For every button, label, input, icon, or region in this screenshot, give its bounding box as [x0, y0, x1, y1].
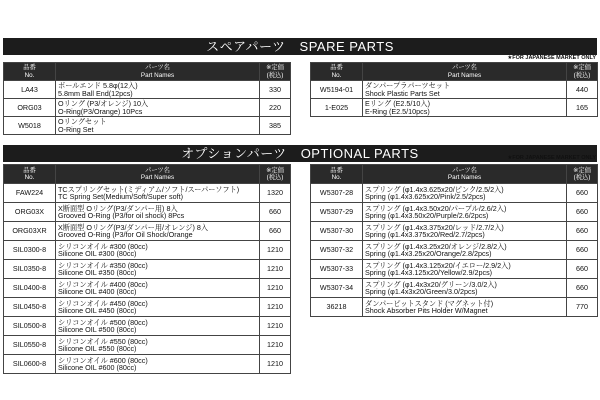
table-row: [311, 260, 598, 279]
table-header: [311, 165, 598, 184]
part-code: 1-E025: [311, 99, 363, 117]
table-row: [311, 222, 598, 241]
table-row: [4, 117, 291, 135]
part-name-en: Spring (φ1.4x3.625x20/Pink/2.5/2pcs): [365, 192, 486, 201]
part-price: 660: [567, 184, 598, 203]
part-name-en: Spring (φ1.4x3.25x20/Orange/2.8/2pcs): [365, 249, 492, 258]
spare-market-note: ★FOR JAPANESE MARKET ONLY: [507, 55, 596, 61]
part-name-ja: シリコンオイル #500 (80cc): [58, 317, 148, 327]
table-row: [311, 279, 598, 298]
optional-market-note: ★FOR JAPANESE MARKET ONLY: [507, 155, 596, 161]
table-header: [4, 165, 291, 184]
part-name-ja: シリコンオイル #600 (80cc): [58, 355, 148, 365]
part-price: 385: [260, 117, 291, 135]
part-name-ja: TCスプリングセット(ミディアム/ソフト/スーパーソフト): [58, 184, 240, 194]
part-name-ja: スプリング (φ1.4x3.50x20/パープル/2.6/2入): [365, 203, 507, 213]
spare-left-table: [3, 62, 291, 135]
part-price: 660: [567, 241, 598, 260]
part-name-en: Shock Plastic Parts Set: [365, 88, 440, 98]
part-code: W5307-32: [311, 241, 363, 260]
part-name-en: E-Ring (E2.5/10pcs): [365, 106, 430, 116]
code-header-en: No.: [331, 174, 342, 181]
part-name-en: Silicone OIL #550 (80cc): [58, 344, 137, 353]
part-name-ja: ボールエンド 5.8φ(12入): [58, 81, 138, 90]
part-name-en: 5.8mm Ball End(12pcs): [58, 88, 133, 98]
part-name-ja: Oリングセット: [58, 117, 107, 126]
part-name-ja: スプリング (φ1.4x3.125x20/イエロー/2.9/2入): [365, 260, 511, 270]
table-row: [311, 203, 598, 222]
part-code: W5307-30: [311, 222, 363, 241]
part-name-ja: スプリング (φ1.4x3.375x20/レッド/2.7/2入): [365, 222, 504, 232]
part-name-en: Spring (φ1.4x3.125x20/Yellow/2.9/2pcs): [365, 268, 493, 277]
part-code: SIL0300-8: [4, 241, 56, 260]
part-name-en: Silicone OIL #300 (80cc): [58, 249, 137, 258]
part-name-ja: X断面型 Oリング(P3/ダンパー用/オレンジ) 8入: [58, 222, 209, 232]
names-header-en: Part Names: [447, 174, 482, 181]
part-price: 770: [567, 298, 598, 317]
spare-right-table: [310, 62, 598, 117]
part-name-ja: スプリング (φ1.4x3x20/グリーン/3.0/2入): [365, 279, 497, 289]
part-name-ja: シリコンオイル #400 (80cc): [58, 279, 148, 289]
table-row: [311, 184, 598, 203]
part-code: SIL0500-8: [4, 317, 56, 336]
part-price: 660: [567, 260, 598, 279]
part-code: W5307-29: [311, 203, 363, 222]
names-header-en: Part Names: [140, 71, 175, 79]
part-name-en: Silicone OIL #450 (80cc): [58, 306, 137, 315]
part-price: 1210: [260, 298, 291, 317]
part-name-ja: シリコンオイル #300 (80cc): [58, 241, 148, 251]
table-row: [4, 336, 291, 355]
table-row: [311, 298, 598, 317]
code-header-ja: 品番: [23, 166, 36, 174]
part-price: 660: [567, 279, 598, 298]
table-row: [4, 298, 291, 317]
part-name-ja: スプリング (φ1.4x3.625x20/ピンク/2.5/2入): [365, 184, 504, 194]
part-price: 660: [260, 222, 291, 241]
part-code: FAW224: [4, 184, 56, 203]
part-name-en: Silicone OIL #350 (80cc): [58, 268, 137, 277]
table-header: [4, 63, 291, 81]
table-row: [4, 355, 291, 374]
part-name-en: Shock Absorber Pits Holder W/Magnet: [365, 306, 488, 315]
part-price: 660: [260, 203, 291, 222]
price-header-1: ※定価: [573, 166, 591, 174]
table-row: [4, 222, 291, 241]
table-row: [4, 241, 291, 260]
table-row: [311, 99, 598, 117]
names-header-ja: パーツ名: [452, 64, 477, 72]
part-price: 1210: [260, 260, 291, 279]
part-price: 220: [260, 99, 291, 117]
part-name-en: Spring (φ1.4x3.50x20/Purple/2.6/2pcs): [365, 211, 489, 220]
part-price: 1210: [260, 279, 291, 298]
part-name-en: Silicone OIL #600 (80cc): [58, 363, 137, 372]
table-row: [4, 99, 291, 117]
table-row: [311, 81, 598, 99]
part-name-ja: シリコンオイル #450 (80cc): [58, 298, 148, 308]
table-row: [311, 241, 598, 260]
part-price: 330: [260, 81, 291, 99]
optional-right-table: [310, 164, 598, 317]
part-code: ORG03X: [4, 203, 56, 222]
part-name-ja: ダンパープラパーツセット: [365, 81, 451, 90]
spare-parts-banner: [3, 38, 597, 55]
part-name-ja: Oリング (P3/オレンジ) 10入: [58, 99, 149, 108]
part-name-ja: スプリング (φ1.4x3.25x20/オレンジ/2.8/2入): [365, 241, 507, 251]
part-name-ja: ダンパーピットスタンド (マグネット付): [365, 298, 494, 308]
table-row: [4, 317, 291, 336]
part-code: SIL0550-8: [4, 336, 56, 355]
names-header-ja: パーツ名: [452, 166, 477, 174]
table-row: [4, 260, 291, 279]
part-name-en: Spring (φ1.4x3.375x20/Red/2.7/2pcs): [365, 230, 485, 239]
part-code: ORG03: [4, 99, 56, 117]
part-code: W5307-28: [311, 184, 363, 203]
price-header-2: (税込): [573, 174, 591, 181]
part-name-ja: X断面型 Oリング(P3/ダンパー用) 8入: [58, 203, 178, 213]
part-code: SIL0350-8: [4, 260, 56, 279]
price-header-2: (税込): [266, 174, 284, 181]
part-name-en: Grooved O-Ring (P3/for oil shock) 8Pcs: [58, 211, 185, 220]
part-name-en: Grooved O-Ring (P3/for Oil Shock/Orange: [58, 230, 193, 239]
part-name-en: Silicone OIL #500 (80cc): [58, 325, 137, 334]
price-header-2: (税込): [573, 71, 591, 79]
table-row: [4, 184, 291, 203]
price-header-1: ※定価: [573, 64, 591, 72]
part-price: 660: [567, 203, 598, 222]
part-code: W5307-34: [311, 279, 363, 298]
code-header-ja: 品番: [23, 64, 36, 72]
part-name-en: Silicone OIL #400 (80cc): [58, 287, 137, 296]
part-code: LA43: [4, 81, 56, 99]
part-code: SIL0600-8: [4, 355, 56, 374]
part-price: 1320: [260, 184, 291, 203]
part-code: SIL0450-8: [4, 298, 56, 317]
part-name-ja: Eリング (E2.5/10入): [365, 99, 430, 108]
names-header-en: Part Names: [447, 71, 482, 79]
names-header-en: Part Names: [140, 174, 175, 181]
part-name-ja: シリコンオイル #350 (80cc): [58, 260, 148, 270]
table-row: [4, 279, 291, 298]
part-name-ja: シリコンオイル #550 (80cc): [58, 336, 148, 346]
code-header-ja: 品番: [330, 64, 343, 72]
optional-title-en: OPTIONAL PARTS: [300, 146, 419, 161]
part-price: 440: [567, 81, 598, 99]
code-header-en: No.: [331, 71, 342, 79]
names-header-ja: パーツ名: [145, 166, 170, 174]
part-name-en: O-Ring(P3/Orange) 10Pcs: [58, 106, 143, 116]
names-header-ja: パーツ名: [145, 64, 170, 72]
spare-title-en: SPARE PARTS: [299, 39, 394, 54]
optional-left-table: [3, 164, 291, 374]
price-header-1: ※定価: [266, 64, 284, 72]
part-price: 1210: [260, 336, 291, 355]
table-row: [4, 81, 291, 99]
spare-title-ja: スペアパーツ: [206, 39, 286, 54]
table-row: [4, 203, 291, 222]
part-price: 1210: [260, 241, 291, 260]
optional-title-ja: オプションパーツ: [181, 146, 287, 161]
part-code: ORG03XR: [4, 222, 56, 241]
price-header-2: (税込): [266, 71, 284, 79]
price-header-1: ※定価: [266, 166, 284, 174]
part-name-en: Spring (φ1.4x3x20/Green/3.0/2pcs): [365, 287, 478, 296]
part-price: 165: [567, 99, 598, 117]
part-price: 1210: [260, 317, 291, 336]
part-name-en: TC Spring Set(Medium/Soft/Super soft): [58, 192, 184, 201]
part-price: 1210: [260, 355, 291, 374]
code-header-en: No.: [24, 71, 35, 79]
part-name-en: O-Ring Set: [58, 124, 94, 134]
part-code: W5307-33: [311, 260, 363, 279]
part-code: 36218: [311, 298, 363, 317]
part-code: W5194-01: [311, 81, 363, 99]
code-header-ja: 品番: [330, 166, 343, 174]
table-header: [311, 63, 598, 81]
part-code: W5018: [4, 117, 56, 135]
code-header-en: No.: [24, 174, 35, 181]
part-price: 660: [567, 222, 598, 241]
part-code: SIL0400-8: [4, 279, 56, 298]
